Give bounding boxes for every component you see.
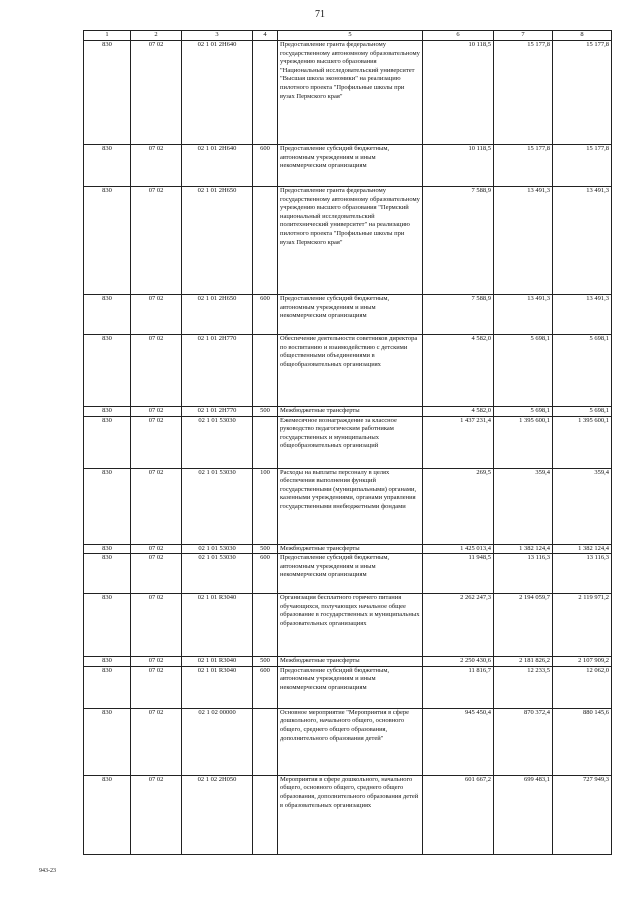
table-row (84, 544, 612, 554)
cell-section-code: 07 02 (131, 666, 182, 708)
cell-ministry-code: 830 (84, 416, 131, 468)
cell-amount-year2: 12 233,5 (494, 666, 553, 708)
cell-description: Предоставление субсидий бюджетным, автономным учреждениям и иным некоммерческим организациям (278, 295, 423, 335)
table-row (84, 594, 612, 657)
cell-expense-type: 500 (253, 544, 278, 554)
cell-section-code: 07 02 (131, 335, 182, 407)
cell-amount-year1: 2 262 247,3 (423, 594, 494, 657)
cell-section-code: 07 02 (131, 41, 182, 145)
cell-target-code: 02 1 02 2Н050 (182, 775, 253, 854)
document-code: 943-23 (39, 868, 56, 874)
cell-target-code: 02 1 01 53030 (182, 468, 253, 544)
header-cell: 8 (553, 31, 612, 41)
cell-section-code: 07 02 (131, 554, 182, 594)
table-row (84, 335, 612, 407)
cell-amount-year3: 2 107 909,2 (553, 657, 612, 667)
table-row (84, 407, 612, 417)
cell-target-code: 02 1 01 2Н770 (182, 335, 253, 407)
cell-description: Ежемесячное вознаграждение за классное руководство педагогическим работникам государственных и муниципальных общеобразовательных организаций (278, 416, 423, 468)
cell-amount-year3: 880 145,6 (553, 708, 612, 775)
cell-section-code: 07 02 (131, 145, 182, 187)
cell-description: Основное мероприятие "Мероприятия в сфере дошкольного, начального общего, основного общего, среднего общего образования, дополнительного образования детей" (278, 708, 423, 775)
header-cell: 2 (131, 31, 182, 41)
cell-description: Предоставление субсидий бюджетным, автономным учреждениям и иным некоммерческим организациям (278, 554, 423, 594)
header-cell: 7 (494, 31, 553, 41)
cell-description: Обеспечение деятельности советников директора по воспитанию и взаимодействию с детскими общественными объединениями в общеобразовательных организациях (278, 335, 423, 407)
header-cell: 5 (278, 31, 423, 41)
cell-expense-type: 600 (253, 145, 278, 187)
cell-amount-year2: 13 116,3 (494, 554, 553, 594)
header-cell: 1 (84, 31, 131, 41)
cell-amount-year2: 870 372,4 (494, 708, 553, 775)
cell-amount-year2: 15 177,8 (494, 41, 553, 145)
cell-expense-type (253, 708, 278, 775)
cell-description: Расходы на выплаты персоналу в целях обеспечения выполнения функций государственными (муниципальными) органами, казенными учреждениями, органами управления государственными внебюджетными фондами (278, 468, 423, 544)
cell-target-code: 02 1 01 2Н650 (182, 187, 253, 295)
cell-description: Межбюджетные трансферты (278, 407, 423, 417)
cell-amount-year3: 1 395 600,1 (553, 416, 612, 468)
cell-section-code: 07 02 (131, 708, 182, 775)
cell-section-code: 07 02 (131, 407, 182, 417)
cell-ministry-code: 830 (84, 708, 131, 775)
cell-amount-year3: 727 949,3 (553, 775, 612, 854)
cell-expense-type: 600 (253, 666, 278, 708)
cell-expense-type (253, 41, 278, 145)
table-row (84, 41, 612, 145)
cell-amount-year2: 699 483,1 (494, 775, 553, 854)
cell-amount-year1: 11 948,5 (423, 554, 494, 594)
cell-expense-type: 500 (253, 407, 278, 417)
cell-ministry-code: 830 (84, 594, 131, 657)
cell-amount-year2: 1 395 600,1 (494, 416, 553, 468)
cell-description: Предоставление субсидий бюджетным, автономным учреждениям и иным некоммерческим организациям (278, 666, 423, 708)
table-row (84, 145, 612, 187)
cell-amount-year1: 2 250 430,6 (423, 657, 494, 667)
cell-target-code: 02 1 01 2Н640 (182, 41, 253, 145)
header-cell: 6 (423, 31, 494, 41)
cell-ministry-code: 830 (84, 657, 131, 667)
cell-expense-type (253, 416, 278, 468)
cell-amount-year2: 15 177,8 (494, 145, 553, 187)
cell-ministry-code: 830 (84, 554, 131, 594)
cell-ministry-code: 830 (84, 407, 131, 417)
cell-target-code: 02 1 01 R3040 (182, 657, 253, 667)
cell-expense-type (253, 775, 278, 854)
cell-description: Мероприятия в сфере дошкольного, начального общего, основного общего, среднего общего образования, дополнительного образования детей в образовательных организациях (278, 775, 423, 854)
cell-ministry-code: 830 (84, 666, 131, 708)
cell-amount-year3: 15 177,8 (553, 145, 612, 187)
table-row (84, 416, 612, 468)
cell-amount-year2: 5 698,1 (494, 335, 553, 407)
cell-ministry-code: 830 (84, 145, 131, 187)
cell-target-code: 02 1 01 53030 (182, 554, 253, 594)
cell-section-code: 07 02 (131, 775, 182, 854)
cell-amount-year1: 7 588,9 (423, 187, 494, 295)
cell-target-code: 02 1 01 2Н650 (182, 295, 253, 335)
cell-ministry-code: 830 (84, 775, 131, 854)
cell-amount-year1: 10 118,5 (423, 41, 494, 145)
table-row (84, 775, 612, 854)
cell-section-code: 07 02 (131, 594, 182, 657)
cell-ministry-code: 830 (84, 544, 131, 554)
cell-section-code: 07 02 (131, 544, 182, 554)
cell-description: Предоставление гранта федеральному государственному автономному образовательному учреждению высшего образования "Национальный исследовательский университет "Высшая школа экономики" на реализацию пилотного проекта "Профильные школы при вузах Пермского края" (278, 41, 423, 145)
table-row (84, 666, 612, 708)
header-cell: 4 (253, 31, 278, 41)
cell-ministry-code: 830 (84, 187, 131, 295)
cell-amount-year1: 269,5 (423, 468, 494, 544)
cell-description: Организация бесплатного горячего питания обучающихся, получающих начальное общее образование в государственных и муниципальных образовательных организациях (278, 594, 423, 657)
cell-target-code: 02 1 01 R3040 (182, 666, 253, 708)
cell-description: Межбюджетные трансферты (278, 657, 423, 667)
cell-expense-type (253, 335, 278, 407)
cell-amount-year2: 13 491,3 (494, 187, 553, 295)
table-row (84, 468, 612, 544)
cell-amount-year1: 1 425 013,4 (423, 544, 494, 554)
cell-amount-year3: 2 119 971,2 (553, 594, 612, 657)
cell-amount-year3: 5 698,1 (553, 407, 612, 417)
cell-amount-year1: 7 588,9 (423, 295, 494, 335)
cell-section-code: 07 02 (131, 468, 182, 544)
cell-target-code: 02 1 01 53030 (182, 416, 253, 468)
cell-target-code: 02 1 02 00000 (182, 708, 253, 775)
page-number: 71 (315, 9, 325, 20)
cell-expense-type (253, 594, 278, 657)
cell-expense-type: 100 (253, 468, 278, 544)
cell-amount-year2: 2 181 826,2 (494, 657, 553, 667)
table-row (84, 657, 612, 667)
cell-ministry-code: 830 (84, 468, 131, 544)
cell-amount-year3: 13 116,3 (553, 554, 612, 594)
cell-amount-year3: 15 177,8 (553, 41, 612, 145)
cell-expense-type: 500 (253, 657, 278, 667)
cell-amount-year2: 13 491,3 (494, 295, 553, 335)
header-row (84, 31, 612, 41)
cell-amount-year3: 12 062,0 (553, 666, 612, 708)
table-row (84, 295, 612, 335)
cell-description: Межбюджетные трансферты (278, 544, 423, 554)
cell-amount-year1: 945 450,4 (423, 708, 494, 775)
cell-section-code: 07 02 (131, 657, 182, 667)
cell-target-code: 02 1 01 2Н770 (182, 407, 253, 417)
cell-amount-year2: 1 382 124,4 (494, 544, 553, 554)
header-cell: 3 (182, 31, 253, 41)
cell-ministry-code: 830 (84, 335, 131, 407)
cell-target-code: 02 1 01 2Н640 (182, 145, 253, 187)
cell-target-code: 02 1 01 53030 (182, 544, 253, 554)
cell-target-code: 02 1 01 R3040 (182, 594, 253, 657)
cell-amount-year1: 10 118,5 (423, 145, 494, 187)
cell-amount-year3: 5 698,1 (553, 335, 612, 407)
cell-ministry-code: 830 (84, 295, 131, 335)
cell-expense-type: 600 (253, 295, 278, 335)
cell-section-code: 07 02 (131, 187, 182, 295)
cell-expense-type: 600 (253, 554, 278, 594)
cell-amount-year2: 2 194 059,7 (494, 594, 553, 657)
cell-amount-year1: 4 582,0 (423, 407, 494, 417)
table-row (84, 187, 612, 295)
cell-amount-year3: 1 382 124,4 (553, 544, 612, 554)
cell-amount-year1: 601 667,2 (423, 775, 494, 854)
cell-section-code: 07 02 (131, 295, 182, 335)
table-row (84, 708, 612, 775)
cell-amount-year2: 5 698,1 (494, 407, 553, 417)
cell-section-code: 07 02 (131, 416, 182, 468)
cell-amount-year1: 1 437 231,4 (423, 416, 494, 468)
cell-amount-year3: 13 491,3 (553, 295, 612, 335)
cell-description: Предоставление гранта федеральному государственному автономному образовательному учреждению высшего образования "Пермский национальный исследовательский политехнический университет" на реализацию пилотного проекта "Профильные школы при вузах Пермского края" (278, 187, 423, 295)
cell-expense-type (253, 187, 278, 295)
cell-amount-year1: 4 582,0 (423, 335, 494, 407)
cell-amount-year3: 359,4 (553, 468, 612, 544)
cell-amount-year1: 11 816,7 (423, 666, 494, 708)
cell-amount-year3: 13 491,3 (553, 187, 612, 295)
cell-amount-year2: 359,4 (494, 468, 553, 544)
table-row (84, 554, 612, 594)
cell-ministry-code: 830 (84, 41, 131, 145)
cell-description: Предоставление субсидий бюджетным, автономным учреждениям и иным некоммерческим организациям (278, 145, 423, 187)
budget-table (83, 30, 612, 855)
